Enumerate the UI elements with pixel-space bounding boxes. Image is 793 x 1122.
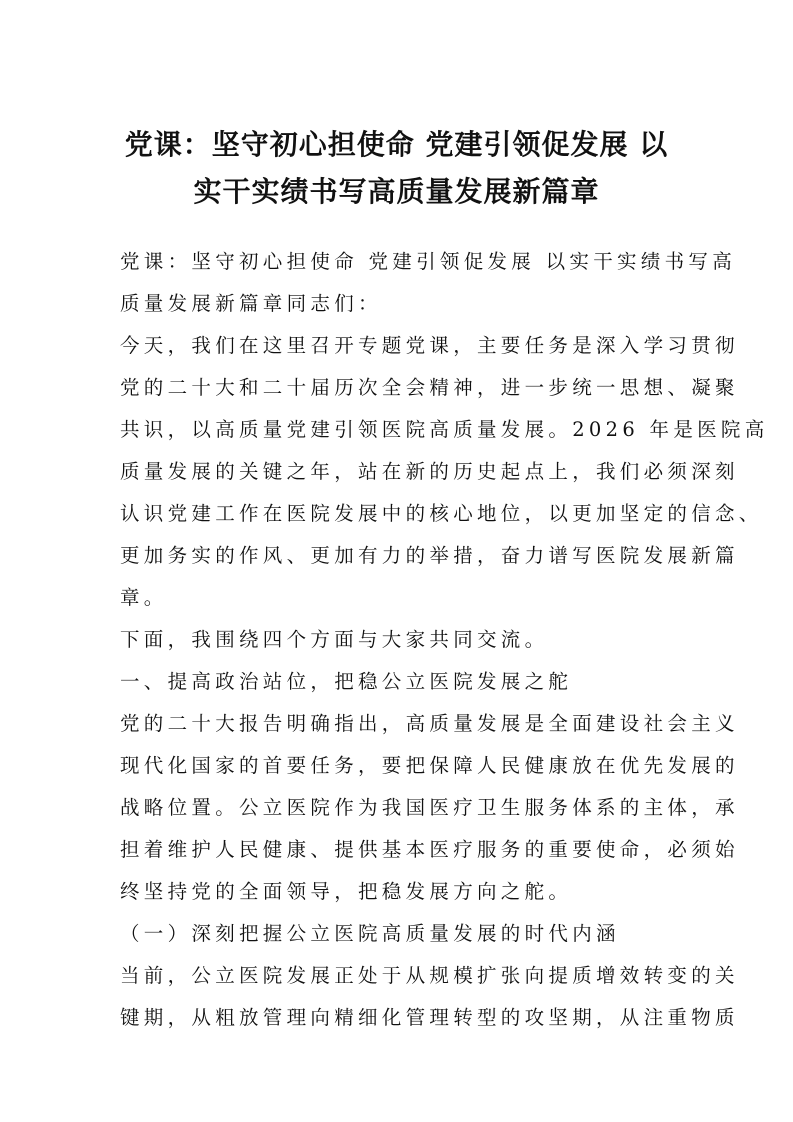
body-text-line: 担着维护人民健康、提供基本医疗服务的重要使命，必须始 — [120, 838, 739, 861]
body-text-line: 下面，我围绕四个方面与大家共同交流。 — [120, 628, 549, 651]
body-text-line: 现代化国家的首要任务，要把保障人民健康放在优先发展的 — [120, 754, 739, 777]
body-text-line: 质量发展新篇章同志们： — [120, 292, 382, 315]
body-text-line: 键期，从粗放管理向精细化管理转型的攻坚期，从注重物质 — [120, 1006, 739, 1029]
body-text-line: 战略位置。公立医院作为我国医疗卫生服务体系的主体，承 — [120, 796, 739, 819]
title-line: 党课：坚守初心担使命 党建引领促发展 以 — [124, 128, 669, 161]
body-text-line: 更加务实的作风、更加有力的举措，奋力谱写医院发展新篇 — [120, 544, 739, 567]
body-text-line: （一）深刻把握公立医院高质量发展的时代内涵 — [120, 922, 620, 945]
body-text-line: 认识党建工作在医院发展中的核心地位，以更加坚定的信念、 — [120, 502, 763, 525]
body-text-line: 党的二十大和二十届历次全会精神，进一步统一思想、凝聚 — [120, 376, 739, 399]
title-line: 实干实绩书写高质量发展新篇章 — [193, 175, 600, 208]
body-text-line: 当前，公立医院发展正处于从规模扩张向提质增效转变的关 — [120, 964, 739, 987]
body-text-line: 今天，我们在这里召开专题党课，主要任务是深入学习贯彻 — [120, 334, 739, 357]
body-text-line: 章。 — [120, 586, 168, 609]
body-text-line: 质量发展的关键之年，站在新的历史起点上，我们必须深刻 — [120, 460, 739, 483]
body-text-line: 党课：坚守初心担使命 党建引领促发展 以实干实绩书写高 — [120, 250, 736, 273]
body-text-line: 党的二十大报告明确指出，高质量发展是全面建设社会主义 — [120, 712, 739, 735]
document-body — [120, 241, 769, 1039]
body-text-line: 终坚持党的全面领导，把稳发展方向之舵。 — [120, 880, 573, 903]
document-title — [0, 121, 793, 215]
body-text-line: 一、提高政治站位，把稳公立医院发展之舵 — [120, 670, 573, 693]
body-text-line: 共识，以高质量党建引领医院高质量发展。2026 年是医院高 — [120, 418, 769, 441]
